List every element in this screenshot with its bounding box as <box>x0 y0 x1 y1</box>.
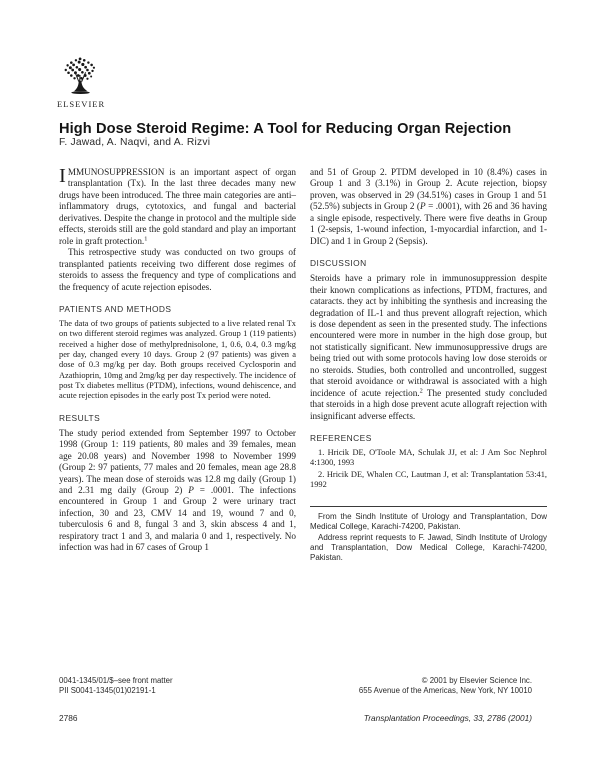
discussion-paragraph <box>310 273 547 422</box>
footnote-divider <box>310 506 547 507</box>
reference-item: 2. Hricik DE, Whalen CC, Lautman J, et al: Transplantation 53:41, 1992 <box>310 469 547 489</box>
imprint-right <box>359 676 548 695</box>
p-value-variable: P <box>420 201 426 212</box>
p-value-variable: P <box>188 485 194 495</box>
reprint-request-note: Address reprint requests to F. Jawad, Sindh Institute of Urology and Transplantation, Dow Medical College, Karachi-74200, Pakistan. <box>310 532 547 563</box>
discussion-text: Steroids have a primary role in immunosuppression despite their known complications as infections, PTDM, fractures, and cataracts. they act by inhibiting the synthesis and increasing the degradation of IL-1 and thus prevent allograft rejection, which is dose dependent as seen in the presented study. The infections encountered were more in number in the high dose group, but not statistically significant. New immunosuppressive drugs are being tried out with some protocols having low dose steroids or no steroids. Studies, both controlled and uncontrolled, suggest that steroid avoidance or withdrawal is associated with a high incidence of acute rejection. <box>310 273 547 398</box>
publisher-wordmark: ELSEVIER <box>57 99 106 109</box>
right-column <box>310 167 547 563</box>
imprint-left <box>59 676 173 695</box>
citation-row <box>59 713 548 723</box>
drop-cap: I <box>59 165 66 187</box>
results-text-right-cont: = .0001), with 26 and 36 having a single episode, respectively. There were five deaths in Group 1 (2-sepsis, 1-wound infection, 1-myocardial infarction, and 1-DIC) and 1 in Group 2 (Sepsis). <box>310 201 547 246</box>
intro-text: MMUNOSUPPRESSION is an important aspect of organ transplantation (Tx). In the last three decades many new drugs have been introduced. The three main categories are anti–inflammatory drugs, cytotoxics, and fungal and bacterial derivatives. Despite the change in protocol and the multiple side effects, steroids still are the gold standard and play an important role in graft protection. <box>59 167 296 246</box>
results-text-right: and 51 of Group 2. PTDM developed in 10 (8.4%) cases in Group 1 and 3 (3.1%) in Group 2. Acute rejection, biopsy proven, was observed in 29 (34.51%) cases in Group 1 and 51 (52.5%) subjects in Group 2 ( <box>310 167 547 212</box>
intro-paragraph <box>59 167 296 247</box>
imprint-row <box>59 676 548 695</box>
elsevier-tree-icon <box>57 54 105 98</box>
article-title: High Dose Steroid Regime: A Tool for Reducing Organ Rejection <box>59 120 512 137</box>
results-text-left-cont: = .0001. The infections encountered in Group 1 and Group 2 were urinary tract infection, 30 and 23, CMV 14 and 19, wound 7 and 0, tuberculosis 6 and 8, fungal 3 and 3, skin abscess 4 and 1, respiratory tract 1 and 3, and malaria 0 and 1, respectively. No infection was had in 67 cases of Group 1 <box>59 485 296 553</box>
copyright-line: © 2001 by Elsevier Science Inc. <box>421 676 532 685</box>
section-heading-references: REFERENCES <box>310 433 372 444</box>
left-column <box>59 167 296 563</box>
article-body <box>59 167 548 563</box>
section-heading-methods: PATIENTS AND METHODS <box>59 303 172 314</box>
citation-superscript-2: 2 <box>419 387 423 395</box>
affiliation-note: From the Sindh Institute of Urology and Transplantation, Dow Medical College, Karachi-74200, Pakistan. <box>310 512 547 532</box>
results-paragraph-right <box>310 167 547 247</box>
pii-line: PII S0041-1345(01)02191-1 <box>59 685 156 695</box>
publisher-logo <box>57 54 121 109</box>
issn-line: 0041-1345/01/$–see front matter <box>59 676 173 685</box>
publisher-address-line: 655 Avenue of the Americas, New York, NY 10010 <box>358 685 532 695</box>
section-heading-discussion: DISCUSSION <box>310 258 367 269</box>
reference-item: 1. Hricik DE, O'Toole MA, Schulak JJ, et al: J Am Soc Nephrol 4:1300, 1993 <box>310 448 547 468</box>
page-number: 2786 <box>59 713 78 723</box>
results-text-left: The study period extended from September 1997 to October 1998 (Group 1: 119 patients, 80 males and 39 females, mean age 20.08 years) and November 1998 to November 1999 (Group 2: 97 patients, 77 males and 20 females, mean age 28.8 years). The mean dose of steroids was 12.8 mg daily (Group 1) and 2.31 mg daily (Group 2) <box>59 427 296 495</box>
citation-superscript-1: 1 <box>144 235 148 243</box>
discussion-text-cont: The presented study concluded that steroids in a high dose prevent acute allograft rejection with insignificant adverse effects. <box>310 387 547 421</box>
section-heading-results: RESULTS <box>59 412 101 423</box>
intro-paragraph-2: This retrospective study was conducted on two groups of transplanted patients receiving two different dose regimes of steroids to assess the frequency and type of complications and the frequency of acute rejection episodes. <box>59 247 296 292</box>
article-authors: F. Jawad, A. Naqvi, and A. Rizvi <box>59 137 211 148</box>
journal-citation: Transplantation Proceedings, 33, 2786 (2001) <box>363 713 532 723</box>
methods-paragraph: The data of two groups of patients subjected to a live related renal Tx on two different steroid regimes was analyzed. Group 1 (119 patients) received a higher dose of methylprednisolone, 1, 0.6, 0.4, 0.3 mg/kg per day, changed every 10 days. Group 2 (97 patients) was given a dose of 0.3 mg/kg per day. Both groups received Cyclosporin and Azathioprin, 10mg and 2mg/kg per day respectively. The incidence of post Tx diabetes mellitus (PTDM), infections, wound dehiscence, and acute rejection episodes in the early post Tx period were noted. <box>59 318 296 401</box>
results-paragraph-left <box>59 428 296 554</box>
